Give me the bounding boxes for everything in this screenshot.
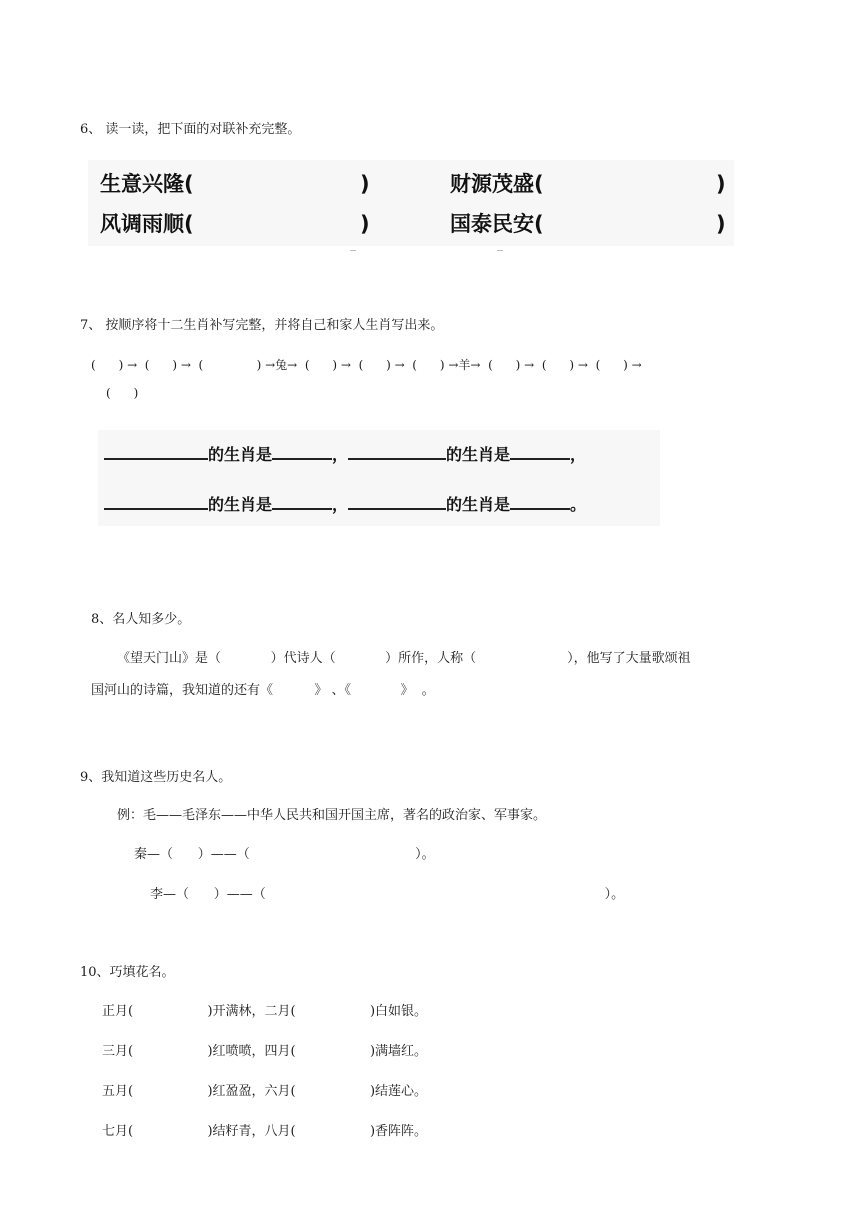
zodiac-fill-row-2: 的生肖是 ， 的生肖是 。 (104, 492, 586, 516)
zodiac-fill-image (98, 430, 660, 526)
flower-row-3: 五月( )红盈盈，六月( )结莲心。 (102, 1084, 428, 1099)
couplet-image (88, 160, 734, 246)
scan-mark (497, 250, 503, 251)
zodiac-sequence-line1: ( ) → ( ) → ( ) →兔→ ( ) → ( ) → ( ) →羊→ ( ) → ( ) → ( ) → (91, 358, 642, 372)
q8-title: 8、名人知多少。 (91, 612, 191, 627)
couplet-2-left: 财源茂盛( (450, 172, 544, 196)
flower-row-4: 七月( )结籽青，八月( )香阵阵。 (102, 1124, 428, 1139)
q10-title: 10、巧填花名。 (80, 965, 175, 980)
couplet-4-right: ) (716, 212, 726, 236)
q9-qin: 秦—（ ）——（ ）。 (134, 847, 435, 862)
q6-title: 6、 读一读，把下面的对联补充完整。 (80, 122, 301, 137)
q9-example: 例：毛——毛泽东——中华人民共和国开国主席，著名的政治家、军事家。 (117, 808, 547, 823)
flower-row-2: 三月( )红喷喷，四月( )满墙红。 (102, 1044, 428, 1059)
q8-line1: 《望天门山》是（ ）代诗人（ ）所作，人称（ ），他写了大量歌颂祖 (117, 651, 691, 666)
couplet-1-left: 生意兴隆( (100, 172, 194, 196)
scan-mark (350, 250, 356, 251)
flower-row-1: 正月( )开满林，二月( )白如银。 (102, 1004, 428, 1019)
zodiac-fill-row-1: 的生肖是 ， 的生肖是 ， (104, 442, 586, 466)
q9-li: 李—（ ）——（ ）。 (150, 887, 625, 902)
couplet-4-left: 国泰民安( (450, 212, 544, 236)
couplet-2-right: ) (716, 172, 726, 196)
couplet-3-right: ) (360, 212, 370, 236)
couplet-3-left: 风调雨顺( (100, 212, 194, 236)
couplet-1-right: ) (360, 172, 370, 196)
q8-line2: 国河山的诗篇，我知道的还有《 》 、《 》 。 (91, 683, 435, 698)
zodiac-sequence-line2: ( ) (106, 386, 139, 400)
q7-title: 7、 按顺序将十二生肖补写完整，并将自己和家人生肖写出来。 (80, 318, 444, 333)
q9-title: 9、我知道这些历史名人。 (80, 770, 232, 785)
